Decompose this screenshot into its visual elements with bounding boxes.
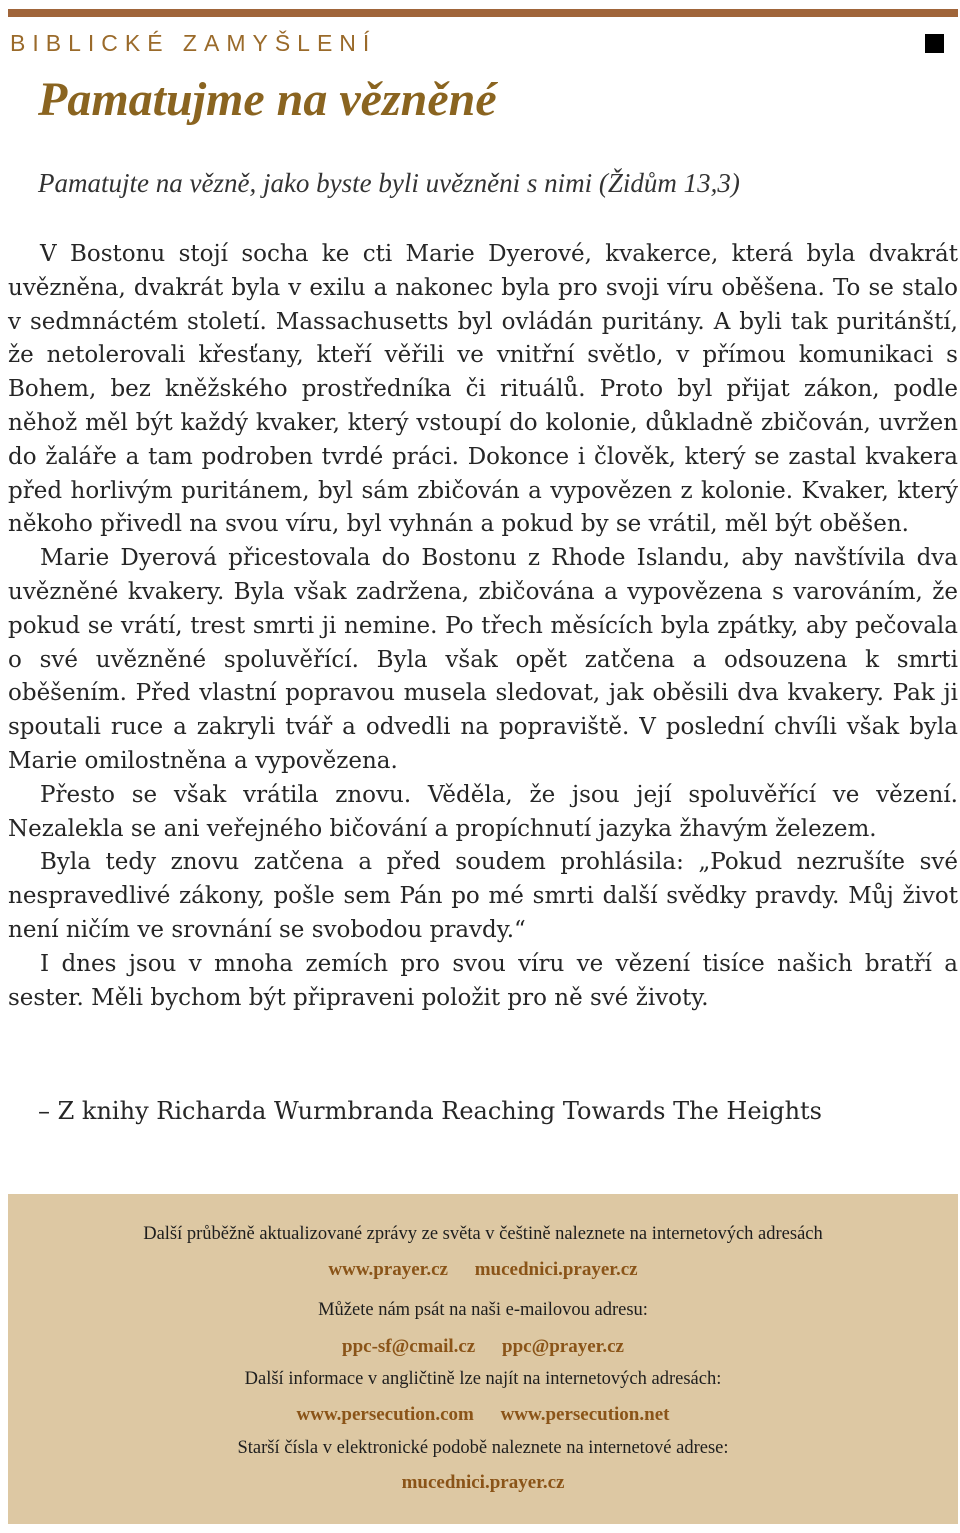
link-prayer[interactable]: www.prayer.cz xyxy=(328,1259,448,1280)
archive-links xyxy=(8,1472,958,1494)
top-rule xyxy=(8,9,958,17)
paragraph: Byla tedy znovu zatčena a před soudem prohlásila: „Pokud nezrušíte své nespravedlivé zákony, pošle sem Pán po mé smrti další svědky pravdy. Můj život není ničím ve srovnání se svobodou pravdy.“ xyxy=(8,849,958,943)
contact-footer xyxy=(8,1194,958,1524)
article-body xyxy=(8,238,958,1015)
link-mucednici[interactable]: mucednici.prayer.cz xyxy=(474,1259,638,1280)
section-label: BIBLICKÉ ZAMYŠLENÍ xyxy=(10,30,377,56)
paragraph: V Bostonu stojí socha ke cti Marie Dyerové, kvakerce, která byla dvakrát uvězněna, dvakrát byla v exilu a nakonec byla pro svoji víru oběšena. To se stalo v sedmnáctém století. Massachusetts byl ovládán puritány. A byli tak puritánští, že netolerovali křesťany, kteří věřili ve vnitřní světlo, v přímou komunikaci s Bohem, bez kněžského prostředníka či rituálů. Proto byl přijat zákon, podle něhož měl být každý kvaker, který vstoupí do kolonie, důkladně zbičován, uvržen do žaláře a tam podroben tvrdé práci. Dokonce i člověk, který se zastal kvakera před horlivým puritánem, byl sám zbičován a vypovězen z kolonie. Kvaker, který někoho přivedl na svou víru, byl vyhnán a pokud by se vrátil, měl být oběšen. xyxy=(8,241,958,538)
paragraph: I dnes jsou v mnoha zemích pro svou víru ve vězení tisíce našich bratří a sester. Měli bychom být připraveni položit pro ně své životy. xyxy=(8,950,958,1011)
email-links xyxy=(8,1336,958,1358)
archive-text: Starší čísla v elektronické podobě naleznete na internetové adrese: xyxy=(237,1438,729,1458)
scripture-quote: Pamatujte na vězně, jako byste byli uvězněni s nimi (Židům 13,3) xyxy=(38,168,740,198)
link-archive[interactable]: mucednici.prayer.cz xyxy=(401,1472,565,1493)
english-text: Další informace v angličtině lze najít na internetových adresách: xyxy=(244,1369,722,1389)
black-square-icon xyxy=(925,34,944,53)
paragraph: Přesto se však vrátila znovu. Věděla, že jsou její spoluvěřící ve vězení. Nezalekla se ani veřejného bičování a propíchnutí jazyka žhavým železem. xyxy=(8,781,958,842)
email-text: Můžete nám psát na naši e-mailovou adresu: xyxy=(318,1300,648,1320)
english-links xyxy=(8,1404,958,1426)
email-link-ppc-sf[interactable]: ppc-sf@cmail.cz xyxy=(342,1336,476,1357)
news-links xyxy=(8,1259,958,1281)
link-persecution-net[interactable]: www.persecution.net xyxy=(500,1404,670,1425)
news-text: Další průběžně aktualizované zprávy ze světa v češtině naleznete na internetových adresách xyxy=(143,1224,823,1244)
attribution: – Z knihy Richarda Wurmbranda Reaching Towards The Heights xyxy=(38,1097,822,1125)
paragraph: Marie Dyerová přicestovala do Bostonu z Rhode Islandu, aby navštívila dva uvězněné kvakery. Byla však zadržena, zbičována a vypovězena s varováním, že pokud se vrátí, trest smrti ji nemine. Po třech měsících byla zpátky, aby pečovala o své uvězněné spoluvěřící. Byla však opět zatčena a odsouzena k smrti oběšením. Před vlastní popravou musela sledovat, jak oběsili dva kvakery. Pak ji spoutali ruce a zakryli tvář a odvedli na popraviště. V poslední chvíli však byla Marie omilostněna a vypovězena. xyxy=(8,545,958,774)
link-persecution-com[interactable]: www.persecution.com xyxy=(296,1404,474,1425)
email-link-ppc[interactable]: ppc@prayer.cz xyxy=(502,1336,624,1357)
page-title: Pamatujme na vězněné xyxy=(38,73,497,126)
